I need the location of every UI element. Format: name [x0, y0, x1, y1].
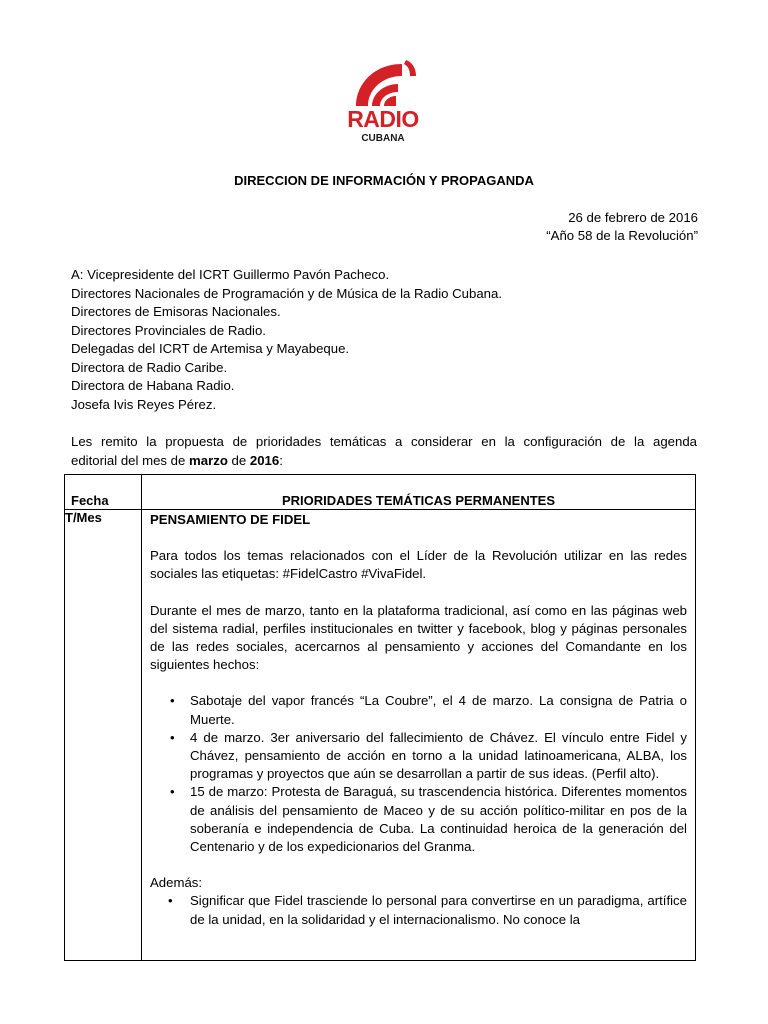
spacer — [150, 674, 687, 692]
list-item: • 15 de marzo: Protesta de Baraguá, su trascendencia histórica. Diferentes momentos de análisis del pensamiento de Maceo y de su acción político-militar en pos de la soberanía e independencia de Cuba. La continuidad heroica de la generación del Centenario y de los expedicionarios del Granma. — [150, 783, 687, 856]
intro-year: 2016 — [249, 452, 280, 468]
section-title: PENSAMIENTO DE FIDEL — [150, 512, 311, 527]
table-row — [65, 510, 696, 961]
intro-line-2 — [71, 452, 697, 471]
intro-text: : — [279, 452, 283, 468]
list-item: • 4 de marzo. 3er aniversario del fallecimiento de Chávez. El vínculo entre Fidel y Chávez, pensamiento de acción en torno a la unidad latinoamericana, ALBA, los programas y proyectos que aún se desarrollan a partir de sus ideas. (Perfil alto). — [150, 729, 687, 784]
header-cell-priorities — [142, 475, 696, 510]
intro-text: editorial del mes de — [71, 452, 190, 468]
header-cell-date — [65, 475, 142, 510]
paragraph-march: Durante el mes de marzo, tanto en la plataforma tradicional, así como en las páginas web del sistema radial, perfiles institucionales en twitter y facebook, blog y páginas personales de las redes sociales, acercarnos al pensamiento y acciones del Comandante en los siguientes hechos: — [150, 602, 687, 673]
recipient-line: Directores Provinciales de Radio. — [71, 322, 266, 338]
intro-line-1: Les remito la propuesta de prioridades temáticas a considerar en la configuración de la agenda — [71, 434, 697, 449]
recipient-line: Directora de Radio Caribe. — [71, 359, 228, 375]
logo-cubana-text: CUBANA — [361, 133, 405, 144]
year-motto: “Año 58 de la Revolución” — [546, 228, 698, 243]
recipient-line: Directora de Habana Radio. — [71, 378, 235, 393]
priorities-table — [64, 474, 696, 961]
paragraph-hashtags: Para todos los temas relacionados con el Líder de la Revolución utilizar en las redes sociales las etiquetas: #FidelCastro #VivaFidel. — [150, 548, 687, 582]
row-content — [142, 510, 695, 960]
recipients-list — [71, 266, 502, 414]
recipient-line: Josefa Ivis Reyes Pérez. — [71, 396, 217, 412]
intro-month: marzo — [189, 452, 228, 468]
document-date: 26 de febrero de 2016 — [568, 210, 698, 225]
row-date: T/Mes — [65, 510, 142, 961]
intro-paragraph — [71, 433, 697, 470]
table-header-row — [65, 475, 696, 510]
recipient-line: Delegadas del ICRT de Artemisa y Mayabeque. — [71, 341, 350, 356]
spacer — [150, 584, 687, 602]
recipient-line: A: Vicepresidente del ICRT Guillermo Pavón Pacheco. — [71, 267, 390, 282]
recipient-line: Directores de Emisoras Nacionales. — [71, 304, 281, 319]
document-heading: DIRECCION DE INFORMACIÓN Y PROPAGANDA — [234, 173, 534, 188]
column-header-fecha: Fecha — [71, 493, 109, 508]
additional-list — [150, 892, 687, 928]
logo-radio-text: RADIO — [347, 106, 419, 132]
row-content-cell — [142, 510, 696, 961]
events-list — [150, 692, 687, 856]
radio-waves-icon — [348, 56, 418, 108]
list-item: • Sabotaje del vapor francés “La Coubre”, el 4 de marzo. La consigna de Patria o Muerte. — [150, 692, 687, 728]
ademas-label: Además: — [150, 875, 203, 891]
list-item: • Significar que Fidel trasciende lo personal para convertirse en un paradigma, artífice de la unidad, en la solidaridad y el internacionalismo. No conoce la — [150, 892, 687, 928]
spacer — [150, 856, 687, 874]
date-block — [546, 209, 698, 245]
spacer — [150, 529, 687, 547]
intro-text: de — [227, 452, 250, 468]
column-header-priorities: PRIORIDADES TEMÁTICAS PERMANENTES — [281, 493, 556, 508]
radio-cubana-logo — [340, 56, 426, 152]
recipient-line: Directores Nacionales de Programación y de Música de la Radio Cubana. — [71, 285, 503, 301]
